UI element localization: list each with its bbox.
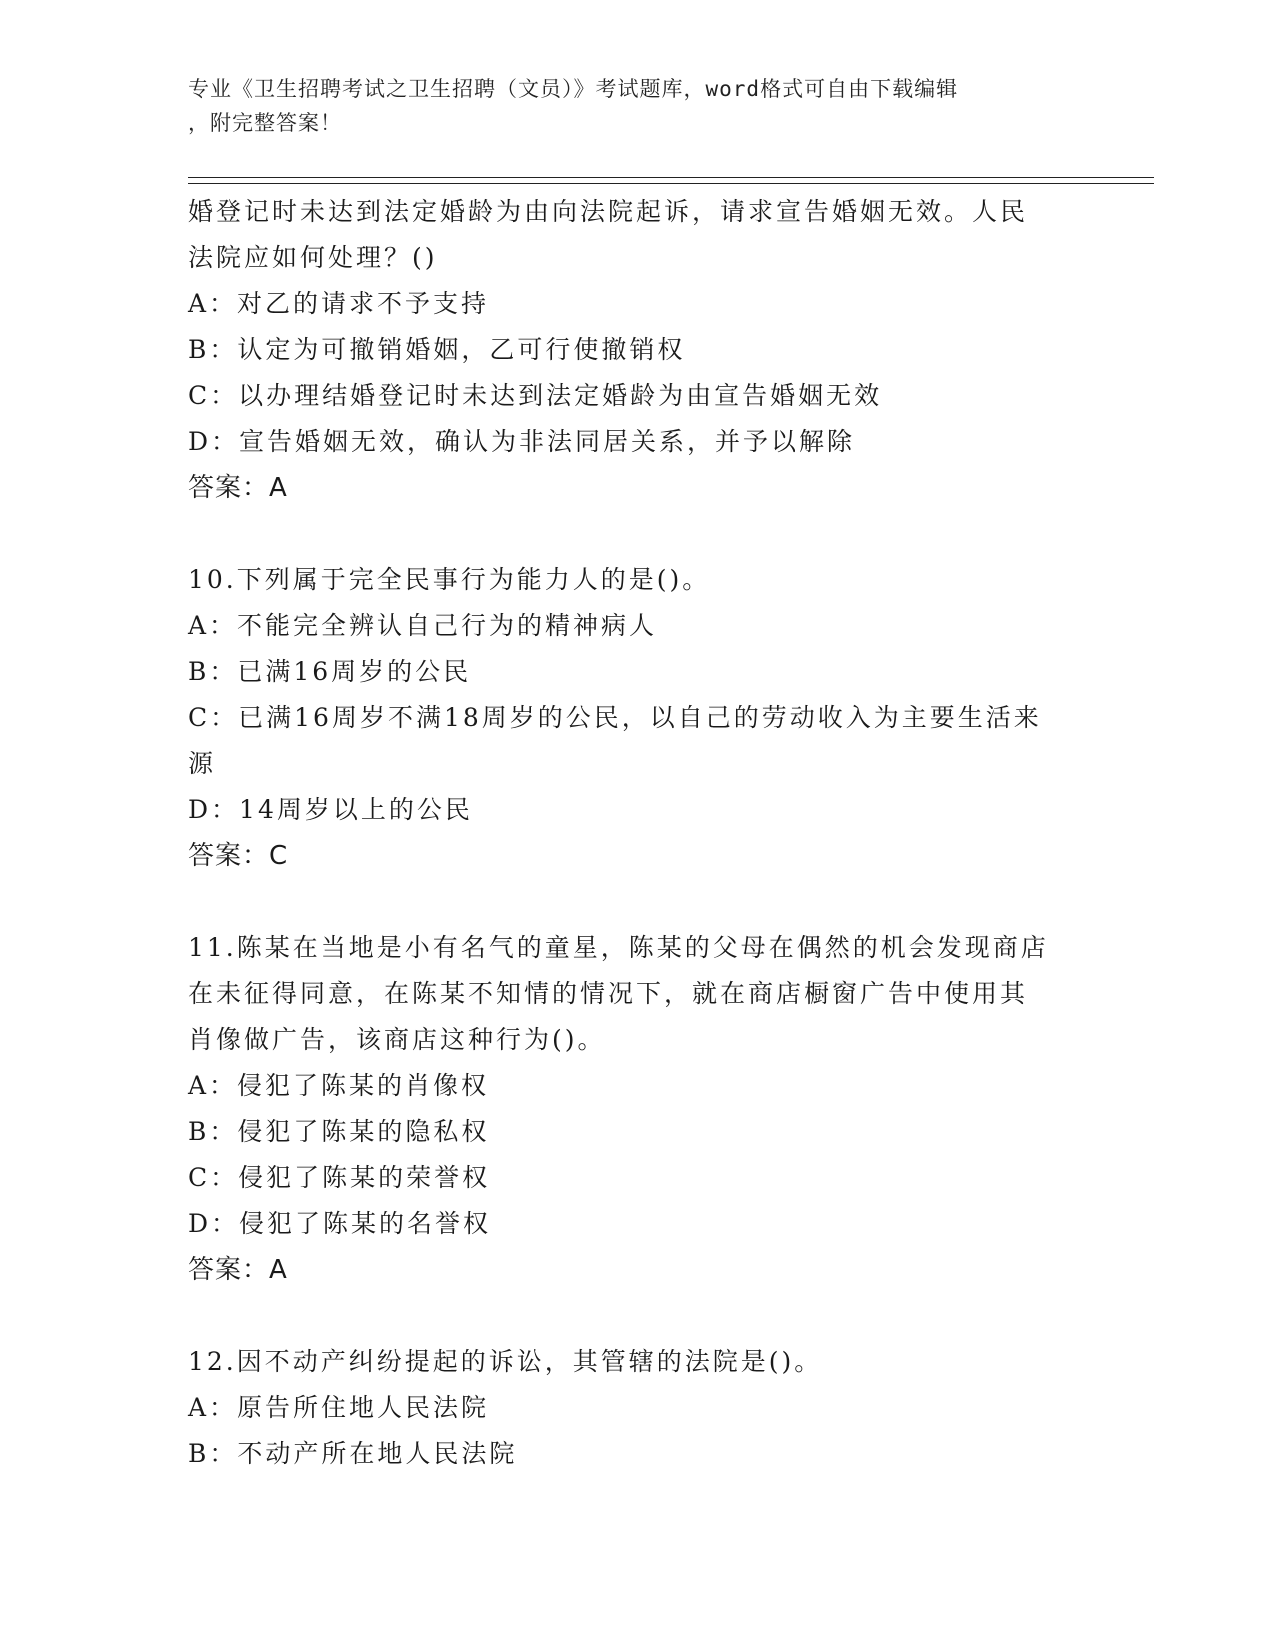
option-d: D：宣告婚姻无效，确认为非法同居关系，并予以解除 [188, 427, 856, 456]
question-list [188, 189, 1068, 1477]
option-a: A：对乙的请求不予支持 [188, 289, 490, 318]
question-block [188, 557, 1068, 879]
option-c: C：侵犯了陈某的荣誉权 [188, 1163, 491, 1192]
question-block [188, 189, 1068, 511]
question-spacer [188, 1293, 1068, 1339]
answer-line: 答案：A [188, 473, 288, 503]
header-divider [188, 183, 1154, 184]
question-stem-line: 婚登记时未达到法定婚龄为由向法院起诉，请求宣告婚姻无效。人民 [188, 197, 1029, 226]
question-block [188, 1339, 1068, 1477]
question-block [188, 925, 1068, 1293]
option-c: C：已满16周岁不满18周岁的公民，以自己的劳动收入为主要生活来 [188, 703, 1042, 732]
question-stem-line: 10.下列属于完全民事行为能力人的是()。 [188, 565, 711, 594]
question-stem-line: 肖像做广告，该商店这种行为()。 [188, 1025, 606, 1054]
header-line: ，附完整答案！ [188, 111, 342, 135]
answer-line: 答案：A [188, 1255, 288, 1285]
question-spacer [188, 511, 1068, 557]
option-a: A：原告所住地人民法院 [188, 1393, 490, 1422]
option-a: A：侵犯了陈某的肖像权 [188, 1071, 490, 1100]
header-line: 专业《卫生招聘考试之卫生招聘（文员）》考试题库，word格式可自由下载编辑 [188, 77, 959, 101]
option-c: C：以办理结婚登记时未达到法定婚龄为由宣告婚姻无效 [188, 381, 883, 410]
answer-line: 答案：C [188, 841, 289, 871]
option-d: D：14周岁以上的公民 [188, 795, 473, 824]
option-d: D：侵犯了陈某的名誉权 [188, 1209, 492, 1238]
document-header [188, 72, 1068, 140]
option-a: A：不能完全辨认自己行为的精神病人 [188, 611, 658, 640]
option-b: B：不动产所在地人民法院 [188, 1439, 518, 1468]
question-stem-line: 12.因不动产纠纷提起的诉讼，其管辖的法院是()。 [188, 1347, 823, 1376]
option-b: B：侵犯了陈某的隐私权 [188, 1117, 490, 1146]
question-spacer [188, 879, 1068, 925]
option-c-continuation: 源 [188, 749, 217, 778]
question-stem-line: 法院应如何处理？() [188, 243, 438, 272]
option-b: B：认定为可撤销婚姻，乙可行使撤销权 [188, 335, 686, 364]
header-divider [188, 177, 1154, 178]
question-stem-line: 11.陈某在当地是小有名气的童星，陈某的父母在偶然的机会发现商店 [188, 933, 1049, 962]
option-b: B：已满16周岁的公民 [188, 657, 472, 686]
question-stem-line: 在未征得同意，在陈某不知情的情况下，就在商店橱窗广告中使用其 [188, 979, 1029, 1008]
